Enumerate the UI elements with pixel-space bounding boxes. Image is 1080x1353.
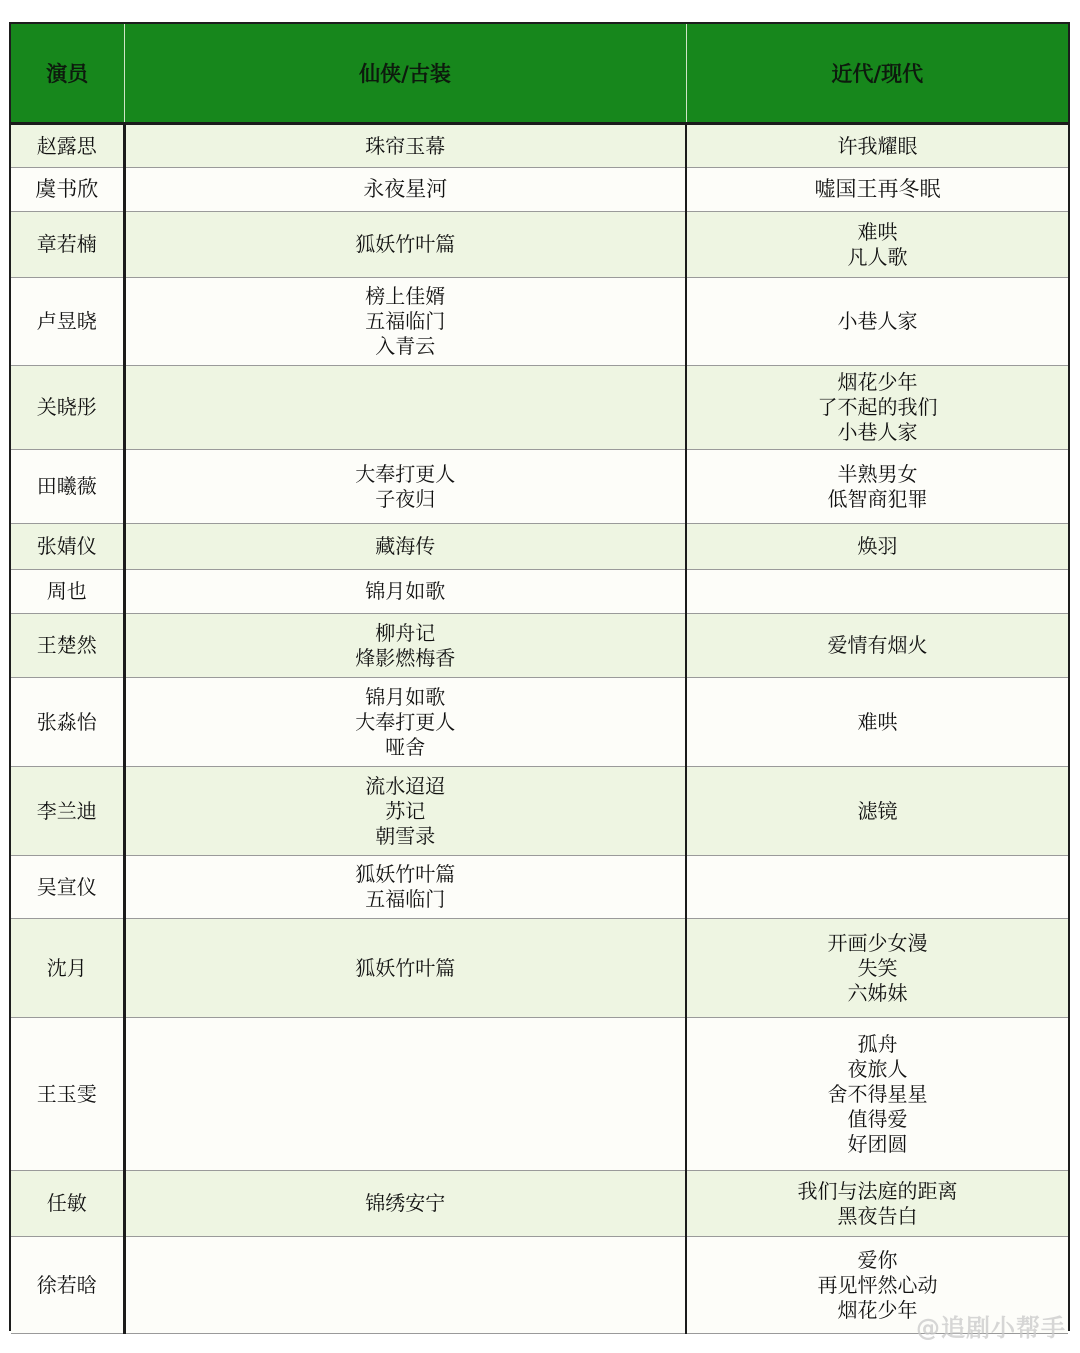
drama-title: 焕羽 — [857, 534, 898, 558]
xianxia-cell — [124, 168, 686, 212]
xianxia-cell — [124, 124, 686, 168]
drama-title: 低智商犯罪 — [827, 486, 928, 511]
header-actor: 演员 — [11, 24, 124, 124]
table-row — [11, 366, 1068, 450]
drama-title: 珠帘玉幕 — [365, 133, 446, 158]
watermark: @追剧小帮手 — [916, 1314, 1066, 1342]
actor-cell: 王玉雯 — [11, 1018, 124, 1171]
table-row — [11, 767, 1068, 856]
drama-title: 孤舟 — [857, 1031, 898, 1056]
actor-cell: 沈月 — [11, 919, 124, 1018]
drama-title: 六姊妹 — [847, 980, 908, 1005]
modern-cell — [686, 278, 1068, 366]
drama-title: 舍不得星星 — [827, 1081, 928, 1106]
xianxia-cell — [124, 614, 686, 678]
xianxia-cell — [124, 1171, 686, 1237]
table-row — [11, 278, 1068, 366]
drama-title: 好团圆 — [847, 1131, 908, 1156]
drama-title: 苏记 — [385, 798, 426, 823]
table-header-row — [11, 24, 1068, 124]
actor-cell: 章若楠 — [11, 212, 124, 278]
xianxia-cell — [124, 366, 686, 450]
xianxia-cell — [124, 570, 686, 614]
drama-title: 爱情有烟火 — [827, 633, 928, 657]
drama-title: 凡人歌 — [847, 244, 908, 269]
table-row — [11, 678, 1068, 767]
drama-title: 爱你 — [857, 1247, 898, 1272]
table-row — [11, 168, 1068, 212]
actor-cell: 关晓彤 — [11, 366, 124, 450]
table-row — [11, 212, 1068, 278]
table-row — [11, 1018, 1068, 1171]
drama-title: 烟花少年 — [837, 370, 918, 394]
modern-cell — [686, 366, 1068, 450]
xianxia-cell — [124, 278, 686, 366]
drama-title: 大奉打更人 — [355, 461, 456, 486]
header-xianxia: 仙侠/古装 — [124, 24, 686, 124]
drama-title: 永夜星河 — [363, 177, 448, 201]
drama-title: 狐妖竹叶篇 — [355, 955, 456, 980]
drama-title: 小巷人家 — [837, 309, 918, 333]
drama-title: 夜旅人 — [847, 1056, 908, 1081]
drama-title: 柳舟记 — [375, 620, 436, 645]
drama-title: 锦绣安宁 — [365, 1191, 446, 1215]
actor-cell: 徐若晗 — [11, 1237, 124, 1334]
table-row — [11, 919, 1068, 1018]
xianxia-cell — [124, 524, 686, 570]
xianxia-cell — [124, 450, 686, 524]
drama-table-sheet — [9, 22, 1070, 1331]
xianxia-cell — [124, 212, 686, 278]
drama-title: 黑夜告白 — [837, 1203, 918, 1228]
actor-cell: 周也 — [11, 570, 124, 614]
table-body — [11, 124, 1068, 1334]
drama-title: 烟花少年 — [837, 1297, 918, 1322]
drama-title: 小巷人家 — [837, 420, 918, 444]
modern-cell — [686, 614, 1068, 678]
drama-title: 半熟男女 — [837, 461, 918, 486]
drama-title: 开画少女漫 — [827, 930, 928, 955]
drama-title: 了不起的我们 — [817, 395, 938, 419]
xianxia-cell — [124, 1237, 686, 1334]
drama-title: 五福临门 — [365, 887, 446, 911]
drama-title: 榜上佳婿 — [365, 284, 446, 308]
drama-title: 失笑 — [857, 955, 898, 980]
actor-cell: 李兰迪 — [11, 767, 124, 856]
modern-cell — [686, 450, 1068, 524]
actor-cell: 虞书欣 — [11, 168, 124, 212]
actor-cell: 张淼怡 — [11, 678, 124, 767]
drama-title: 哑舍 — [385, 734, 426, 759]
drama-title: 烽影燃梅香 — [355, 645, 456, 670]
modern-cell — [686, 767, 1068, 856]
drama-title: 朝雪录 — [375, 823, 436, 848]
drama-title: 许我耀眼 — [837, 133, 918, 158]
drama-title: 值得爱 — [847, 1106, 908, 1131]
drama-title: 难哄 — [857, 219, 898, 244]
modern-cell — [686, 856, 1068, 919]
xianxia-cell — [124, 919, 686, 1018]
modern-cell — [686, 212, 1068, 278]
drama-title: 滤镜 — [857, 798, 898, 823]
drama-title: 我们与法庭的距离 — [797, 1178, 958, 1203]
table-row — [11, 524, 1068, 570]
table-row — [11, 1237, 1068, 1334]
table-row — [11, 1171, 1068, 1237]
actor-cell: 吴宣仪 — [11, 856, 124, 919]
header-modern: 近代/现代 — [686, 24, 1068, 124]
modern-cell — [686, 524, 1068, 570]
drama-title: 嘘国王再冬眠 — [814, 177, 941, 201]
drama-title: 狐妖竹叶篇 — [355, 232, 456, 256]
actor-drama-table — [11, 24, 1068, 1334]
drama-title: 流水迢迢 — [365, 773, 446, 798]
drama-title: 大奉打更人 — [355, 709, 456, 734]
actor-cell: 张婧仪 — [11, 524, 124, 570]
drama-title: 子夜归 — [375, 486, 436, 511]
actor-cell: 田曦薇 — [11, 450, 124, 524]
modern-cell — [686, 124, 1068, 168]
table-row — [11, 614, 1068, 678]
actor-cell: 王楚然 — [11, 614, 124, 678]
actor-cell: 卢昱晓 — [11, 278, 124, 366]
xianxia-cell — [124, 856, 686, 919]
modern-cell — [686, 919, 1068, 1018]
actor-cell: 任敏 — [11, 1171, 124, 1237]
xianxia-cell — [124, 1018, 686, 1171]
xianxia-cell — [124, 767, 686, 856]
drama-title: 锦月如歌 — [365, 579, 446, 603]
drama-title: 锦月如歌 — [365, 684, 446, 709]
modern-cell — [686, 1018, 1068, 1171]
table-row — [11, 570, 1068, 614]
modern-cell — [686, 1171, 1068, 1237]
drama-title: 入青云 — [375, 334, 436, 358]
modern-cell — [686, 168, 1068, 212]
modern-cell — [686, 570, 1068, 614]
drama-title: 难哄 — [857, 709, 898, 734]
drama-title: 藏海传 — [375, 534, 436, 558]
table-row — [11, 856, 1068, 919]
drama-title: 再见怦然心动 — [817, 1272, 938, 1297]
table-row — [11, 124, 1068, 168]
drama-title: 狐妖竹叶篇 — [355, 862, 456, 886]
modern-cell — [686, 678, 1068, 767]
drama-title: 五福临门 — [365, 309, 446, 333]
actor-cell: 赵露思 — [11, 124, 124, 168]
xianxia-cell — [124, 678, 686, 767]
table-row — [11, 450, 1068, 524]
